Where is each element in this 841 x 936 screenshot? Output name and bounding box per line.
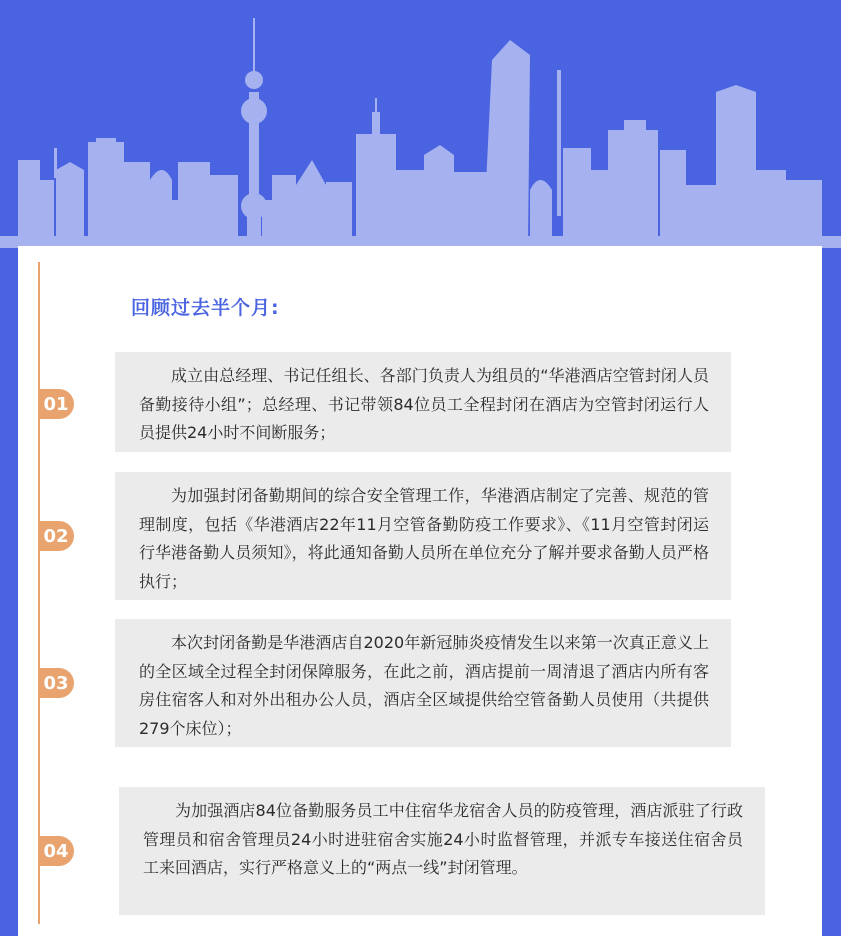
list-item: 本次封闭备勤是华港酒店自2020年新冠肺炎疫情发生以来第一次真正意义上的全区域全过程全封闭保障服务，在此之前，酒店提前一周清退了酒店内所有客房住宿客人和对外出租办公人员，酒店全区域提供给空管备勤人员使用（共提供279个床位）； <box>115 619 731 747</box>
city-skyline-illustration <box>0 0 841 250</box>
list-item: 成立由总经理、书记任组长、各部门负责人为组员的“华港酒店空管封闭人员备勤接待小组”；总经理、书记带领84位员工全程封闭在酒店为空管封闭运行人员提供24小时不间断服务； <box>115 352 731 452</box>
list-item: 为加强酒店84位备勤服务员工中住宿华龙宿舍人员的防疫管理，酒店派驻了行政管理员和宿舍管理员24小时进驻宿舍实施24小时监督管理，并派专车接送住宿舍员工来回酒店，实行严格意义上的“两点一线”封闭管理。 <box>119 787 765 915</box>
list-item: 为加强封闭备勤期间的综合安全管理工作，华港酒店制定了完善、规范的管理制度，包括《华港酒店22年11月空管备勤防疫工作要求》、《11月空管封闭运行华港备勤人员须知》，将此通知备勤人员所在单位充分了解并要求备勤人员严格执行； <box>115 472 731 600</box>
section-title: 回顾过去半个月: <box>131 297 280 319</box>
timeline-line <box>38 262 40 924</box>
item-number-badge: 03 <box>38 668 74 698</box>
item-number-badge: 02 <box>38 521 74 551</box>
item-number-badge: 01 <box>38 389 74 419</box>
item-number-badge: 04 <box>38 836 74 866</box>
